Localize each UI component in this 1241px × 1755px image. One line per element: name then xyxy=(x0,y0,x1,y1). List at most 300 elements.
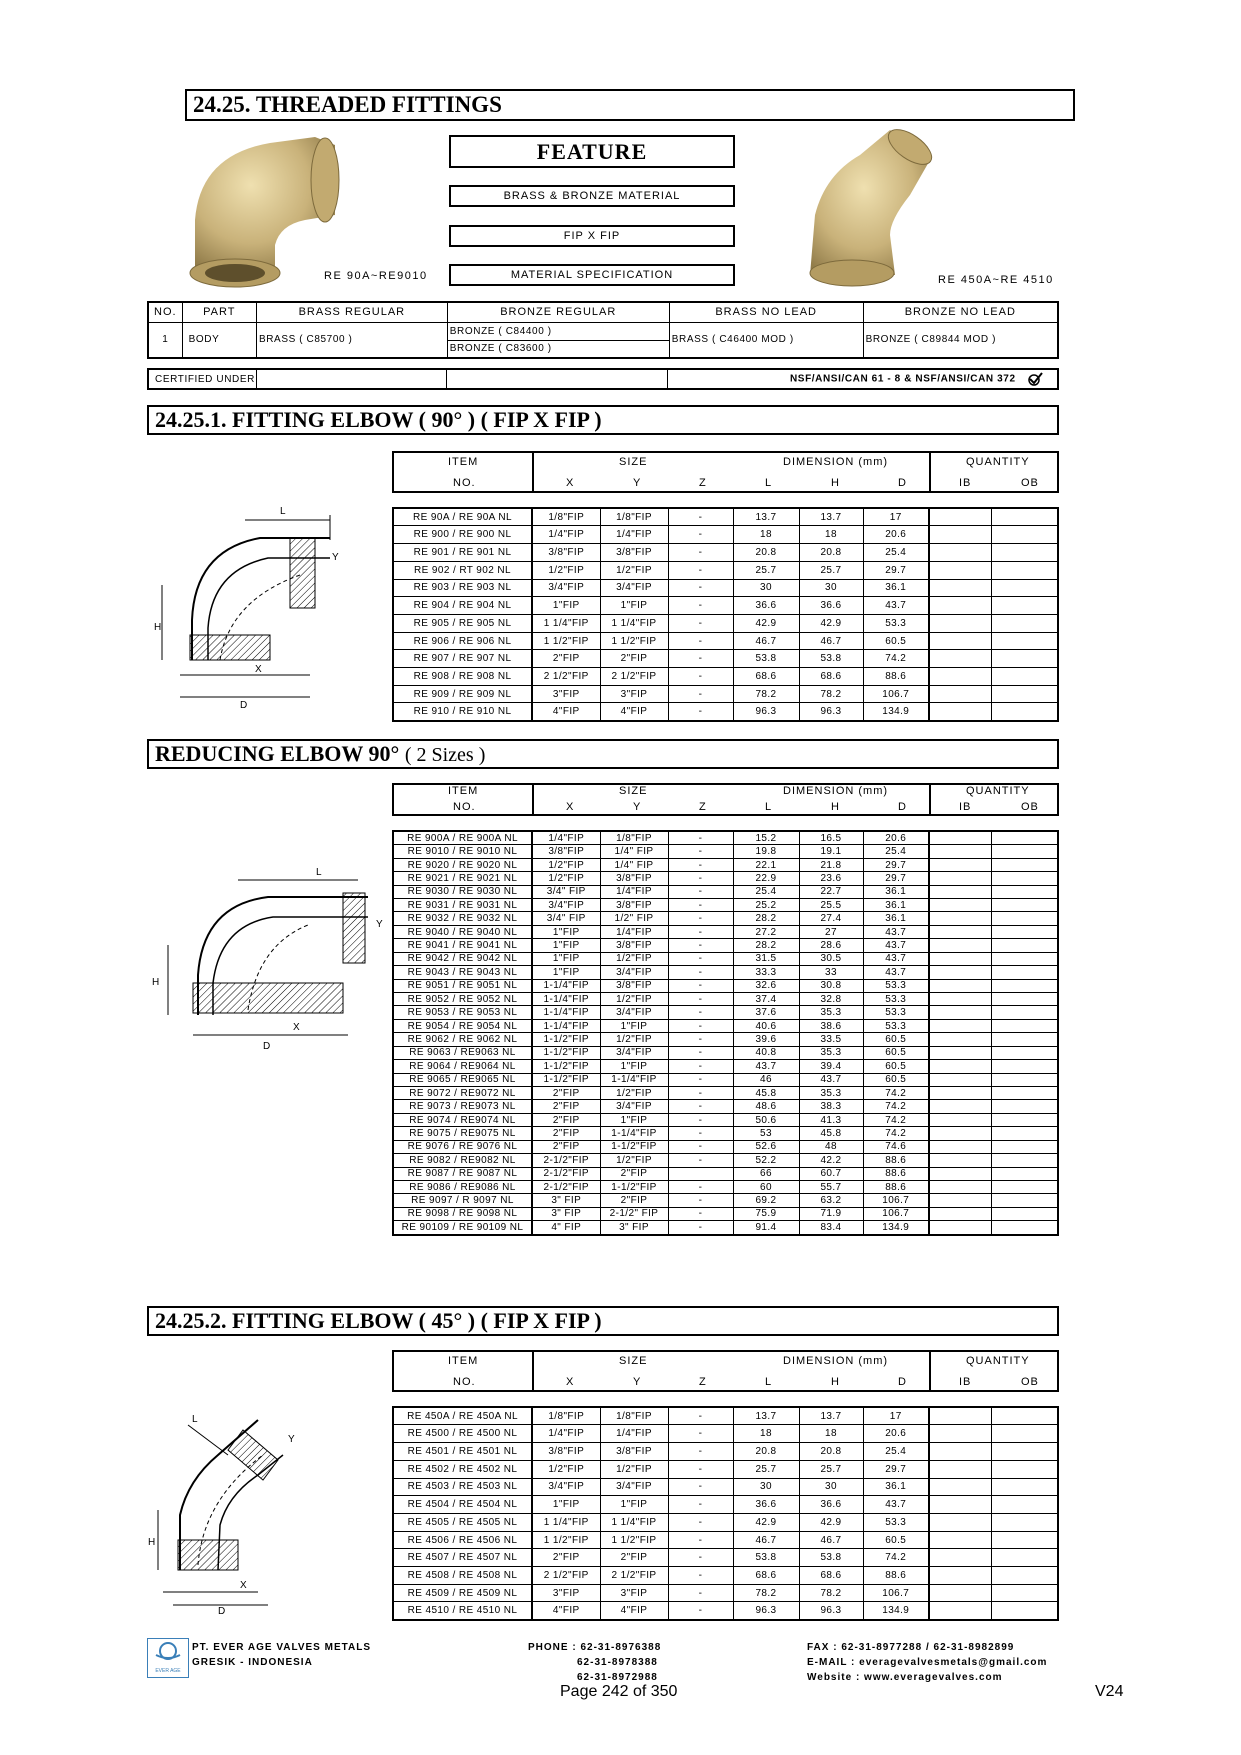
cell-size-z: - xyxy=(668,1140,733,1153)
cell-size-y: 3" FIP xyxy=(600,1221,668,1234)
page-number: Page 242 of 350 xyxy=(560,1683,678,1700)
cell-qty-ob xyxy=(991,925,1057,938)
cell-dim-d: 60.5 xyxy=(863,632,929,650)
cell-qty-ib xyxy=(929,939,991,952)
cell-qty-ob xyxy=(991,1154,1057,1167)
cell-size-z: - xyxy=(668,1531,733,1549)
cell-dim-l: 53.8 xyxy=(733,650,799,668)
cell-qty-ob xyxy=(991,832,1057,845)
cell-dim-h: 35.3 xyxy=(799,1086,863,1099)
elbow90-table xyxy=(392,507,1059,722)
cell-qty-ob xyxy=(991,952,1057,965)
cell-item-no: RE 9040 / RE 9040 NL xyxy=(394,925,532,938)
cell-size-y: 4"FIP xyxy=(600,703,668,720)
cell-dim-h: 46.7 xyxy=(799,632,863,650)
cell-size-y: 1/8"FIP xyxy=(600,509,668,526)
cell-size-x: 1-1/2"FIP xyxy=(532,1046,600,1059)
cell-dim-l: 18 xyxy=(733,1425,799,1443)
cell-size-y: 1/4"FIP xyxy=(600,925,668,938)
cell-dim-l: 53 xyxy=(733,1127,799,1140)
table-row xyxy=(394,1180,1057,1193)
cell-size-y: 1/2"FIP xyxy=(600,561,668,579)
cell-dim-d: 20.6 xyxy=(863,832,929,845)
cell-size-x: 2"FIP xyxy=(532,1127,600,1140)
cell-qty-ib xyxy=(929,1478,991,1496)
cell-size-z: - xyxy=(668,912,733,925)
table-row xyxy=(394,650,1057,668)
cell-qty-ob xyxy=(991,561,1057,579)
cell-qty-ib xyxy=(929,561,991,579)
cell-dim-l: 52.6 xyxy=(733,1140,799,1153)
cell-dim-d: 20.6 xyxy=(863,1425,929,1443)
cell-qty-ib xyxy=(929,1408,991,1425)
cell-size-x: 1-1/4"FIP xyxy=(532,993,600,1006)
cell-dim-l: 18 xyxy=(733,526,799,544)
table-row xyxy=(394,1140,1057,1153)
cell-dim-l: 19.8 xyxy=(733,845,799,858)
cell-dim-l: 20.8 xyxy=(733,544,799,562)
table-row xyxy=(394,579,1057,597)
cell-size-y: 3/8"FIP xyxy=(600,899,668,912)
drawing-label-y: Y xyxy=(288,1434,295,1445)
cell-qty-ob xyxy=(991,544,1057,562)
reducing-table xyxy=(392,830,1059,1236)
cell-dim-d: 53.3 xyxy=(863,1513,929,1531)
website: Website : www.everagevalves.com xyxy=(807,1672,1003,1683)
cell-qty-ob xyxy=(991,1127,1057,1140)
cell-dim-h: 39.4 xyxy=(799,1060,863,1073)
cell-dim-h: 43.7 xyxy=(799,1073,863,1086)
cell-qty-ib xyxy=(929,1180,991,1193)
cell-size-y: 3/4"FIP xyxy=(600,1006,668,1019)
table-row xyxy=(394,1584,1057,1602)
cell-dim-d: 106.7 xyxy=(863,1584,929,1602)
cell-size-z: - xyxy=(668,993,733,1006)
drawing-label-d: D xyxy=(263,1041,271,1052)
mat-header-brass-no-lead: BRASS NO LEAD xyxy=(669,302,863,322)
table-row xyxy=(394,1443,1057,1461)
cell-qty-ob xyxy=(991,668,1057,686)
mat-header-part: PART xyxy=(182,302,256,322)
elbow45-drawing xyxy=(148,1400,328,1615)
cell-qty-ib xyxy=(929,845,991,858)
drawing-label-d: D xyxy=(218,1606,226,1615)
cell-qty-ob xyxy=(991,1006,1057,1019)
cell-dim-d: 29.7 xyxy=(863,872,929,885)
cell-size-y: 3/4"FIP xyxy=(600,1100,668,1113)
cell-qty-ob xyxy=(991,1100,1057,1113)
cell-dim-l: 78.2 xyxy=(733,685,799,703)
table-row xyxy=(394,1046,1057,1059)
cell-size-x: 1-1/2"FIP xyxy=(532,1060,600,1073)
table-row xyxy=(394,939,1057,952)
reducing-title xyxy=(147,739,1059,769)
cell-dim-l: 15.2 xyxy=(733,832,799,845)
table-row xyxy=(394,1019,1057,1032)
table-row xyxy=(394,1154,1057,1167)
right-photo-caption: RE 450A~RE 4510 xyxy=(938,274,1054,286)
cell-qty-ob xyxy=(991,1513,1057,1531)
hdr-item: ITEM xyxy=(448,1355,479,1367)
elbow45-title: 24.25.2. FITTING ELBOW ( 45° ) ( FIP X FIP ) xyxy=(147,1306,1059,1336)
cell-size-y: 2-1/2" FIP xyxy=(600,1207,668,1220)
cell-dim-h: 30 xyxy=(799,579,863,597)
cell-item-no: RE 4506 / RE 4506 NL xyxy=(394,1531,532,1549)
cell-size-y: 1"FIP xyxy=(600,1496,668,1514)
cell-item-no: RE 9052 / RE 9052 NL xyxy=(394,993,532,1006)
cell-qty-ib xyxy=(929,1073,991,1086)
cell-qty-ob xyxy=(991,1584,1057,1602)
cell-dim-d: 36.1 xyxy=(863,885,929,898)
feature-item-spec: MATERIAL SPECIFICATION xyxy=(449,264,735,286)
cell-dim-l: 46.7 xyxy=(733,632,799,650)
hdr-h: H xyxy=(831,477,840,489)
cell-dim-l: 36.6 xyxy=(733,1496,799,1514)
cell-size-x: 1-1/2"FIP xyxy=(532,1033,600,1046)
table-row xyxy=(394,979,1057,992)
cell-size-x: 4" FIP xyxy=(532,1221,600,1234)
cell-qty-ib xyxy=(929,1207,991,1220)
company-logo xyxy=(147,1638,189,1678)
cell-dim-l: 22.9 xyxy=(733,872,799,885)
hdr-item: ITEM xyxy=(448,456,479,468)
cell-size-z: - xyxy=(668,1513,733,1531)
cell-dim-l: 53.8 xyxy=(733,1549,799,1567)
cell-qty-ob xyxy=(991,885,1057,898)
cell-size-x: 2"FIP xyxy=(532,1549,600,1567)
cell-dim-l: 60 xyxy=(733,1180,799,1193)
table-row xyxy=(394,1478,1057,1496)
cell-qty-ib xyxy=(929,1019,991,1032)
cell-size-z: - xyxy=(668,1060,733,1073)
cell-size-y: 3/8"FIP xyxy=(600,939,668,952)
cell-item-no: RE 9010 / RE 9010 NL xyxy=(394,845,532,858)
cell-size-z: - xyxy=(668,579,733,597)
cell-size-x: 1/4"FIP xyxy=(532,1425,600,1443)
cell-size-z: - xyxy=(668,1567,733,1585)
cell-qty-ob xyxy=(991,1460,1057,1478)
cell-qty-ob xyxy=(991,1140,1057,1153)
cell-dim-d: 36.1 xyxy=(863,912,929,925)
table-row xyxy=(394,832,1057,845)
cell-item-no: RE 9075 / RE9075 NL xyxy=(394,1127,532,1140)
feature-item-connection: FIP X FIP xyxy=(449,225,735,247)
cell-qty-ob xyxy=(991,1443,1057,1461)
cell-size-z: - xyxy=(668,1221,733,1234)
cell-item-no: RE 900A / RE 900A NL xyxy=(394,832,532,845)
cell-size-z: - xyxy=(668,703,733,720)
feature-title: FEATURE xyxy=(449,135,735,168)
cell-dim-l: 96.3 xyxy=(733,703,799,720)
table-row xyxy=(394,1033,1057,1046)
cell-size-y: 1/8"FIP xyxy=(600,832,668,845)
table-row xyxy=(394,1086,1057,1099)
hdr-dimension: DIMENSION (mm) xyxy=(783,1355,889,1367)
cell-size-y: 3/4"FIP xyxy=(600,966,668,979)
cell-size-x: 4"FIP xyxy=(532,1602,600,1619)
cell-qty-ob xyxy=(991,899,1057,912)
cell-size-x: 1"FIP xyxy=(532,939,600,952)
elbow45-table xyxy=(392,1406,1059,1621)
cell-qty-ob xyxy=(991,1425,1057,1443)
cell-size-x: 3/4" FIP xyxy=(532,912,600,925)
cell-dim-d: 43.7 xyxy=(863,925,929,938)
table-row xyxy=(394,1073,1057,1086)
certified-value: NSF/ANSI/CAN 61 - 8 & NSF/ANSI/CAN 372 xyxy=(789,373,1016,385)
cell-qty-ib xyxy=(929,614,991,632)
cell-size-z: - xyxy=(668,1443,733,1461)
cell-dim-l: 13.7 xyxy=(733,509,799,526)
hdr-d: D xyxy=(898,801,907,813)
hdr-ib: IB xyxy=(959,801,972,813)
table-row xyxy=(394,966,1057,979)
cell-dim-h: 33.5 xyxy=(799,1033,863,1046)
cell-item-no: RE 4502 / RE 4502 NL xyxy=(394,1460,532,1478)
cell-size-y: 1 1/4"FIP xyxy=(600,614,668,632)
cell-dim-h: 25.5 xyxy=(799,899,863,912)
cell-size-y: 2"FIP xyxy=(600,1194,668,1207)
cell-qty-ob xyxy=(991,703,1057,720)
cell-size-y: 1-1/4"FIP xyxy=(600,1073,668,1086)
cell-size-y: 1-1/2"FIP xyxy=(600,1140,668,1153)
cell-dim-d: 25.4 xyxy=(863,845,929,858)
cell-dim-d: 106.7 xyxy=(863,1207,929,1220)
cell-dim-d: 60.5 xyxy=(863,1033,929,1046)
cell-dim-h: 55.7 xyxy=(799,1180,863,1193)
hdr-dimension: DIMENSION (mm) xyxy=(783,456,889,468)
cell-item-no: RE 908 / RE 908 NL xyxy=(394,668,532,686)
cell-size-x: 1/4"FIP xyxy=(532,832,600,845)
drawing-label-x: X xyxy=(240,1580,247,1591)
cell-qty-ib xyxy=(929,899,991,912)
cell-qty-ob xyxy=(991,597,1057,615)
cell-dim-l: 46.7 xyxy=(733,1531,799,1549)
table-row xyxy=(394,614,1057,632)
cell-size-y: 1"FIP xyxy=(600,597,668,615)
cell-dim-l: 66 xyxy=(733,1167,799,1180)
cell-item-no: RE 9065 / RE9065 NL xyxy=(394,1073,532,1086)
cell-qty-ib xyxy=(929,912,991,925)
drawing-label-y: Y xyxy=(376,919,383,930)
hdr-item: ITEM xyxy=(448,785,479,797)
hdr-ib: IB xyxy=(959,1376,972,1388)
cell-qty-ib xyxy=(929,1549,991,1567)
mat-no: 1 xyxy=(148,322,182,358)
drawing-label-l: L xyxy=(316,867,322,878)
cell-size-z: - xyxy=(668,1100,733,1113)
cell-dim-h: 68.6 xyxy=(799,668,863,686)
table-row xyxy=(394,885,1057,898)
cell-dim-l: 30 xyxy=(733,579,799,597)
cell-qty-ob xyxy=(991,1060,1057,1073)
cell-size-x: 1 1/4"FIP xyxy=(532,1513,600,1531)
cell-dim-l: 36.6 xyxy=(733,597,799,615)
cell-size-z: - xyxy=(668,952,733,965)
cell-qty-ib xyxy=(929,1154,991,1167)
cell-dim-d: 74.2 xyxy=(863,1100,929,1113)
cell-size-z: - xyxy=(668,526,733,544)
cell-size-z: - xyxy=(668,1460,733,1478)
cell-qty-ib xyxy=(929,1567,991,1585)
cell-size-x: 3/4"FIP xyxy=(532,579,600,597)
cell-size-z: - xyxy=(668,872,733,885)
cell-item-no: RE 900 / RE 900 NL xyxy=(394,526,532,544)
hdr-l: L xyxy=(765,801,773,813)
cell-dim-d: 43.7 xyxy=(863,597,929,615)
cell-dim-l: 45.8 xyxy=(733,1086,799,1099)
cell-size-y: 2"FIP xyxy=(600,650,668,668)
hdr-ob: OB xyxy=(1021,1376,1039,1388)
hdr-z: Z xyxy=(699,1376,707,1388)
certified-empty-2 xyxy=(446,369,667,389)
reducing-header xyxy=(392,783,1059,816)
cell-dim-h: 21.8 xyxy=(799,858,863,871)
cell-size-x: 2"FIP xyxy=(532,1086,600,1099)
elbow90-title: 24.25.1. FITTING ELBOW ( 90° ) ( FIP X FIP ) xyxy=(147,405,1059,435)
logo-text: EVER AGE xyxy=(155,1668,181,1674)
cell-dim-l: 96.3 xyxy=(733,1602,799,1619)
cell-dim-l: 40.6 xyxy=(733,1019,799,1032)
phone-1: PHONE : 62-31-8976388 xyxy=(528,1642,662,1653)
cell-item-no: RE 4509 / RE 4509 NL xyxy=(394,1584,532,1602)
cell-size-x: 1-1/2"FIP xyxy=(532,1073,600,1086)
cell-item-no: RE 90109 / RE 90109 NL xyxy=(394,1221,532,1234)
cell-dim-h: 33 xyxy=(799,966,863,979)
cell-size-y: 1"FIP xyxy=(600,1060,668,1073)
cell-qty-ob xyxy=(991,1167,1057,1180)
cell-item-no: RE 9098 / RE 9098 NL xyxy=(394,1207,532,1220)
cell-dim-l: 42.9 xyxy=(733,614,799,632)
cell-qty-ob xyxy=(991,1531,1057,1549)
cell-dim-h: 78.2 xyxy=(799,685,863,703)
cell-item-no: RE 9097 / R 9097 NL xyxy=(394,1194,532,1207)
table-row xyxy=(394,1194,1057,1207)
hdr-x: X xyxy=(566,801,575,813)
hdr-d: D xyxy=(898,477,907,489)
cell-qty-ob xyxy=(991,1221,1057,1234)
cell-size-z: - xyxy=(668,1180,733,1193)
table-row xyxy=(394,1496,1057,1514)
hdr-dimension: DIMENSION (mm) xyxy=(783,785,889,797)
reducing-drawing xyxy=(148,865,388,1055)
cell-dim-h: 45.8 xyxy=(799,1127,863,1140)
cell-size-y: 3"FIP xyxy=(600,685,668,703)
elbow90-header xyxy=(392,451,1059,493)
cell-dim-d: 53.3 xyxy=(863,1019,929,1032)
table-row xyxy=(394,925,1057,938)
cell-dim-l: 50.6 xyxy=(733,1113,799,1126)
cell-qty-ib xyxy=(929,544,991,562)
table-row xyxy=(394,1100,1057,1113)
cell-dim-d: 36.1 xyxy=(863,579,929,597)
cell-size-y: 1/2"FIP xyxy=(600,952,668,965)
table-row xyxy=(394,1113,1057,1126)
cell-item-no: RE 90A / RE 90A NL xyxy=(394,509,532,526)
cell-dim-h: 83.4 xyxy=(799,1221,863,1234)
cell-size-y: 1/4"FIP xyxy=(600,885,668,898)
cell-size-y: 1-1/2"FIP xyxy=(600,1180,668,1193)
table-row xyxy=(394,1221,1057,1234)
cell-size-x: 3/8"FIP xyxy=(532,1443,600,1461)
logo-icon xyxy=(153,1641,183,1663)
cell-item-no: RE 4508 / RE 4508 NL xyxy=(394,1567,532,1585)
cell-qty-ib xyxy=(929,1086,991,1099)
drawing-label-h: H xyxy=(152,977,160,988)
mat-part: BODY xyxy=(182,322,256,358)
drawing-label-x: X xyxy=(255,664,262,675)
cell-dim-d: 53.3 xyxy=(863,1006,929,1019)
cell-dim-d: 53.3 xyxy=(863,614,929,632)
hdr-no: NO. xyxy=(453,477,476,489)
cell-qty-ib xyxy=(929,1496,991,1514)
hdr-ib: IB xyxy=(959,477,972,489)
cell-qty-ib xyxy=(929,979,991,992)
section-title: 24.25. THREADED FITTINGS xyxy=(185,89,1075,121)
cell-dim-h: 35.3 xyxy=(799,1046,863,1059)
cell-size-x: 1/2"FIP xyxy=(532,858,600,871)
phone-2: 62-31-8978388 xyxy=(577,1657,658,1668)
cell-dim-h: 20.8 xyxy=(799,544,863,562)
cell-qty-ob xyxy=(991,1602,1057,1619)
cell-size-z: - xyxy=(668,925,733,938)
cell-size-x: 3" FIP xyxy=(532,1207,600,1220)
cell-qty-ob xyxy=(991,993,1057,1006)
cell-dim-d: 88.6 xyxy=(863,1180,929,1193)
cell-size-x: 3/4"FIP xyxy=(532,899,600,912)
hdr-l: L xyxy=(765,1376,773,1388)
hdr-d: D xyxy=(898,1376,907,1388)
cell-size-z: - xyxy=(668,1602,733,1619)
cell-dim-d: 88.6 xyxy=(863,1167,929,1180)
cell-dim-d: 106.7 xyxy=(863,1194,929,1207)
cell-dim-l: 69.2 xyxy=(733,1194,799,1207)
cell-qty-ib xyxy=(929,579,991,597)
table-row xyxy=(394,1531,1057,1549)
cell-dim-h: 30.8 xyxy=(799,979,863,992)
cell-size-z: - xyxy=(668,597,733,615)
cell-dim-d: 43.7 xyxy=(863,1496,929,1514)
drawing-label-x: X xyxy=(293,1022,300,1033)
cell-qty-ob xyxy=(991,1207,1057,1220)
cell-size-z: - xyxy=(668,979,733,992)
cell-qty-ib xyxy=(929,1425,991,1443)
cell-size-y: 3/8"FIP xyxy=(600,979,668,992)
cell-qty-ob xyxy=(991,845,1057,858)
cell-qty-ib xyxy=(929,1531,991,1549)
cell-dim-d: 17 xyxy=(863,1408,929,1425)
cell-qty-ib xyxy=(929,1113,991,1126)
cell-size-z xyxy=(668,1167,733,1180)
table-row xyxy=(394,899,1057,912)
cell-size-y: 1/2"FIP xyxy=(600,1154,668,1167)
cell-item-no: RE 9074 / RE9074 NL xyxy=(394,1113,532,1126)
cell-item-no: RE 9054 / RE 9054 NL xyxy=(394,1019,532,1032)
cell-dim-d: 134.9 xyxy=(863,1602,929,1619)
cell-qty-ib xyxy=(929,685,991,703)
cell-qty-ib xyxy=(929,1140,991,1153)
cell-qty-ib xyxy=(929,526,991,544)
cell-dim-l: 68.6 xyxy=(733,1567,799,1585)
drawing-label-h: H xyxy=(148,1537,156,1548)
mat-header-bronze-regular: BRONZE REGULAR xyxy=(447,302,669,322)
cell-size-y: 3/8"FIP xyxy=(600,872,668,885)
cell-size-x: 1/2"FIP xyxy=(532,872,600,885)
cell-size-x: 1"FIP xyxy=(532,925,600,938)
cell-qty-ib xyxy=(929,1046,991,1059)
cell-size-x: 2"FIP xyxy=(532,650,600,668)
cell-qty-ob xyxy=(991,1073,1057,1086)
cell-size-z: - xyxy=(668,1207,733,1220)
